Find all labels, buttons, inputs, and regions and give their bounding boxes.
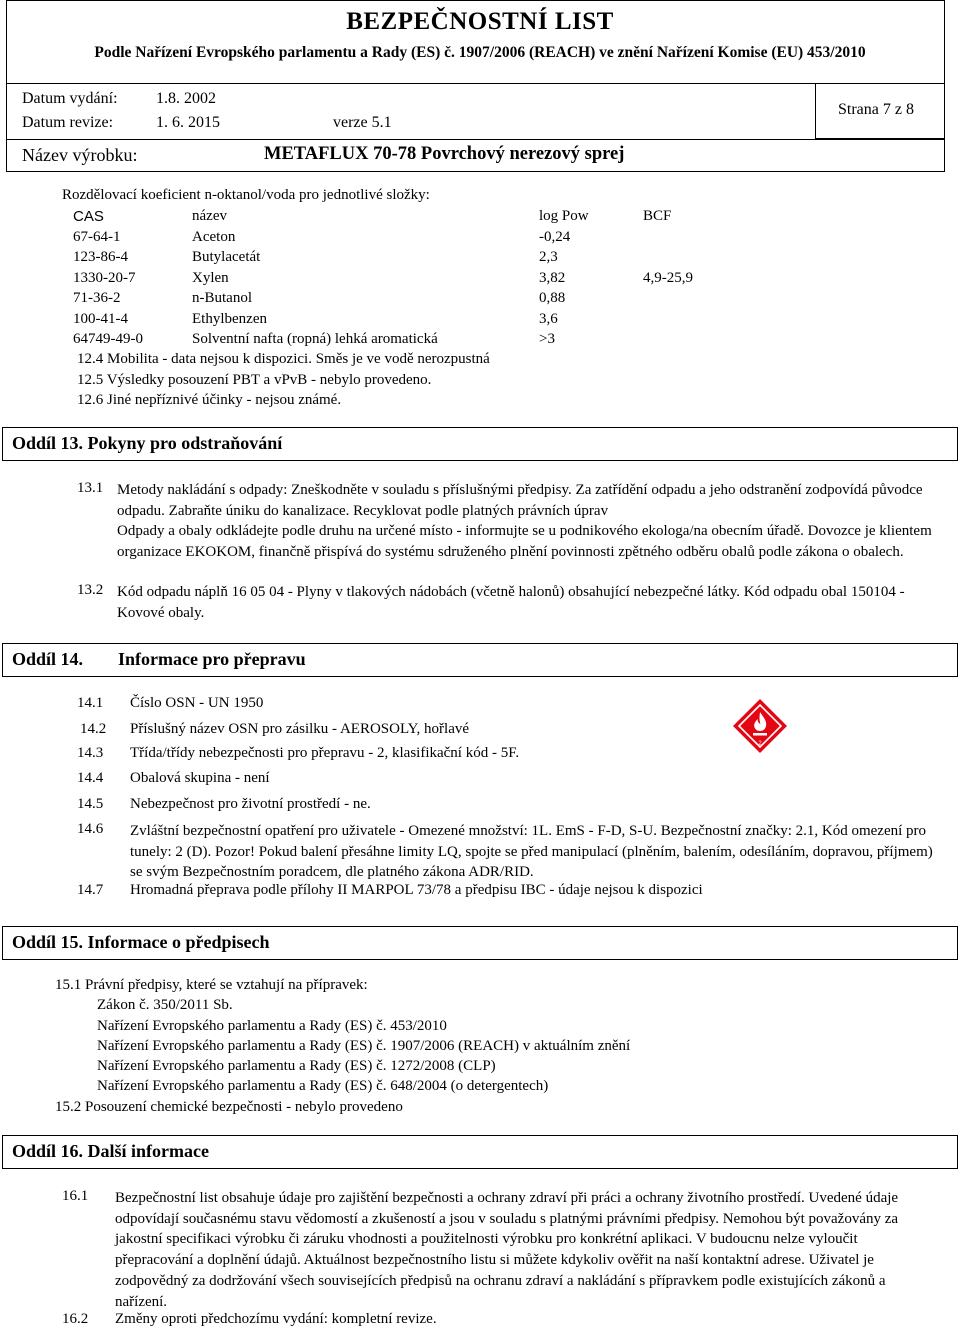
item-13-2-text: Kód odpadu náplň 16 05 04 - Plyny v tlakových nádobách (včetně halonů) obsahující nebezpečné látky. Kód odpadu obal 150104 - Kovové obaly. [117, 584, 905, 621]
item-14-2-number: 14.2 [80, 721, 107, 737]
cell-cas: 64749-49-0 [73, 331, 143, 347]
cell-logpow: >3 [539, 331, 555, 347]
col-header-logpow: log Pow [539, 208, 589, 224]
law-item: Zákon č. 350/2011 Sb. [97, 997, 233, 1013]
item-14-3-text: Třída/třídy nebezpečnosti pro přepravu - 2, klasifikační kód - 5F. [130, 745, 520, 761]
issue-date-label: Datum vydání: [22, 90, 118, 107]
law-item: Nařízení Evropského parlamentu a Rady (ES) č. 648/2004 (o detergentech) [97, 1078, 549, 1094]
section-14-title: Informace pro přepravu [118, 649, 306, 669]
cell-cas: 123-86-4 [73, 249, 128, 265]
flammable-gas-icon [732, 698, 788, 754]
item-13-1-number: 13.1 [77, 480, 104, 496]
item-13-1-text-b: Odpady a obaly odkládejte podle druhu na určené místo - informujte se u podnikového ekologa/na obecním úřadě. Dovozce je klientem organizace EKOKOM, finančně přispívá do systému sdruženého plnění povinnosti zpětného odběru obalů podle zákona o obalech. [117, 523, 932, 561]
item-12-5: 12.5 Výsledky posouzení PBT a vPvB - nebylo provedeno. [77, 372, 432, 388]
col-header-bcf: BCF [643, 208, 672, 224]
cell-name: n-Butanol [192, 290, 252, 306]
item-14-4-number: 14.4 [77, 770, 104, 786]
item-14-5-number: 14.5 [77, 796, 104, 812]
item-16-2-number: 16.2 [62, 1311, 89, 1327]
partition-title: Rozdělovací koeficient n-oktanol/voda pro jednotlivé složky: [62, 187, 430, 203]
revision-date-value: 1. 6. 2015 [156, 114, 220, 131]
law-item: Nařízení Evropského parlamentu a Rady (ES) č. 1907/2006 (REACH) v aktuálním znění [97, 1038, 631, 1054]
cell-name: Butylacetát [192, 249, 261, 265]
header-divider [7, 83, 944, 84]
revision-date-label: Datum revize: [22, 114, 114, 131]
item-13-1-text-a: Metody nakládání s odpady: Zneškodněte v souladu s příslušnými předpisy. Za zatřídění odpadu a jeho odstranění zodpovídá původce odpadu. Zabraňte úniku do kanalizace. Recyklovat podle platných právních úprav [117, 482, 923, 519]
cell-name: Ethylbenzen [192, 311, 267, 327]
cell-logpow: 2,3 [539, 249, 558, 265]
section-14-number: Oddíl 14. [12, 649, 84, 669]
item-14-3-number: 14.3 [77, 745, 104, 761]
item-14-7-text: Hromadná přeprava podle přílohy II MARPOL 73/78 a předpisu IBC - údaje nejsou k dispozici [130, 882, 703, 898]
product-name-value: METAFLUX 70-78 Povrchový nerezový sprej [264, 144, 625, 164]
col-header-cas: CAS [73, 208, 104, 225]
product-name-label: Název výrobku: [22, 145, 138, 165]
item-14-6-number: 14.6 [77, 821, 104, 837]
section-16-title: Oddíl 16. Další informace [12, 1141, 209, 1161]
cell-name: Solventní nafta (ropná) lehká aromatická [192, 331, 438, 347]
cell-logpow: 0,88 [539, 290, 566, 306]
item-13-2-number: 13.2 [77, 582, 104, 598]
cell-cas: 100-41-4 [73, 311, 128, 327]
cell-name: Xylen [192, 270, 229, 286]
item-14-1-number: 14.1 [77, 695, 104, 711]
item-14-6-text: Zvláštní bezpečnostní opatření pro uživatele - Omezené množství: 1L. EmS - F-D, S-U. Bezpečnostní značky: 2.1, Kód omezení pro tunely: 2 (D). Pozor! Pokud balení přesáhne limity LQ, spojte se před manipulací (plněním, balením, odesíláním, dopravou, příjmem) se svým Bezpečnostním poradcem, dle platného zákona ADR/RID. [130, 823, 933, 881]
item-14-5-text: Nebezpečnost pro životní prostředí - ne. [130, 796, 371, 812]
item-14-4-text: Obalová skupina - není [130, 770, 270, 786]
cell-cas: 1330-20-7 [73, 270, 136, 286]
cell-logpow: -0,24 [539, 229, 571, 245]
item-12-4: 12.4 Mobilita - data nejsou k dispozici. Směs je ve vodě nerozpustná [77, 351, 490, 367]
item-16-1-number: 16.1 [62, 1188, 89, 1204]
item-15-2: 15.2 Posouzení chemické bezpečnosti - nebylo provedeno [55, 1099, 403, 1115]
version-label: verze 5.1 [333, 114, 392, 131]
hazard-class-digit: 2 [758, 741, 762, 747]
item-12-6: 12.6 Jiné nepříznivé účinky - nejsou známé. [77, 392, 342, 408]
col-header-name: název [192, 208, 227, 224]
item-16-1-text: Bezpečnostní list obsahuje údaje pro zajištění bezpečnosti a ochrany zdraví při práci a ochrany životního prostředí. Uvedené údaje odpovídají současnému stavu vědomostí a zkušeností a jsou v souladu s platnými právními předpisy. Nemohou být považovány za jakostní specifikaci výrobku či záruku vhodnosti a použitelnosti výrobku pro konkrétní aplikaci. V budoucnu nelze vyloučit přepracování a doplnění údajů. Aktuálnost bezpečnostního listu si můžete kdykoliv ověřit na naší kontaktní adrese. Uživatel je zodpovědný za dodržování všech souvisejících předpisů na ochranu zdraví a nakládání s přípravkem podle existujících zákonů a nařízení. [115, 1190, 899, 1310]
item-14-2-text: Příslušný název OSN pro zásilku - AEROSOLY, hořlavé [130, 721, 470, 737]
cell-logpow: 3,82 [539, 270, 566, 286]
cell-bcf: 4,9-25,9 [643, 270, 693, 286]
item-14-7-number: 14.7 [77, 882, 104, 898]
section-13-title: Oddíl 13. Pokyny pro odstraňování [12, 433, 283, 453]
cell-name: Aceton [192, 229, 236, 245]
item-14-1-text: Číslo OSN - UN 1950 [130, 695, 264, 711]
item-13-1-text [117, 480, 937, 563]
document-subtitle: Podle Nařízení Evropského parlamentu a Rady (ES) č. 1907/2006 (REACH) ve znění Nařízení Komise (EU) 453/2010 [94, 44, 866, 61]
issue-date-value: 1.8. 2002 [156, 90, 216, 107]
page-number: Strana 7 z 8 [838, 101, 914, 118]
header-divider [7, 139, 944, 140]
document-title: BEZPEČNOSTNÍ LIST [346, 8, 614, 35]
cell-cas: 67-64-1 [73, 229, 121, 245]
law-item: Nařízení Evropského parlamentu a Rady (ES) č. 1272/2008 (CLP) [97, 1058, 496, 1074]
section-15-title: Oddíl 15. Informace o předpisech [12, 932, 270, 952]
law-item: Nařízení Evropského parlamentu a Rady (ES) č. 453/2010 [97, 1018, 447, 1034]
item-15-1: 15.1 Právní předpisy, které se vztahují na přípravek: [55, 977, 368, 993]
cell-cas: 71-36-2 [73, 290, 121, 306]
item-16-2-text: Změny oproti předchozímu vydání: kompletní revize. [115, 1311, 437, 1327]
cell-logpow: 3,6 [539, 311, 558, 327]
flame-base [753, 733, 767, 736]
